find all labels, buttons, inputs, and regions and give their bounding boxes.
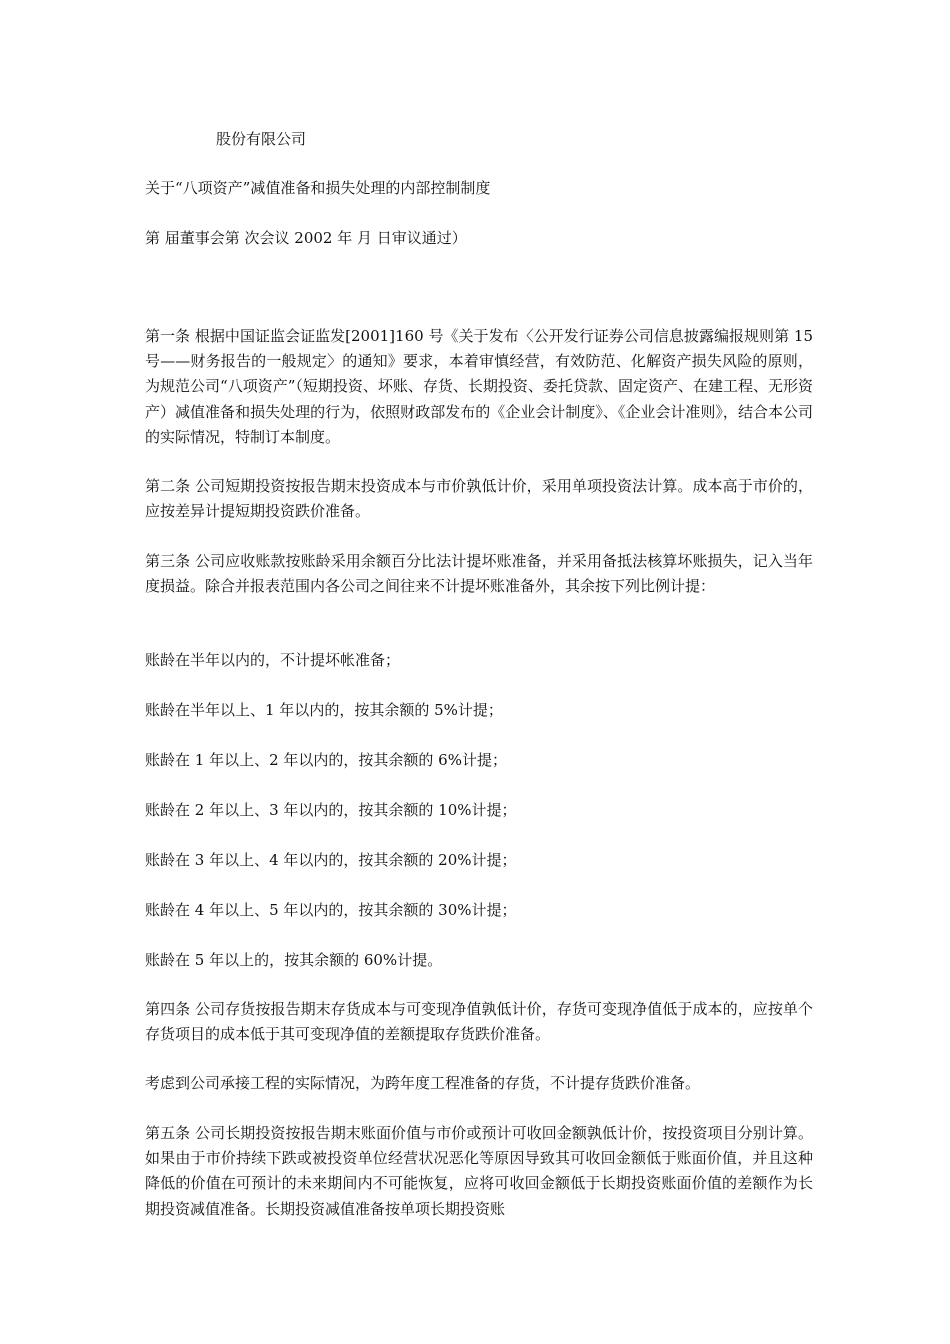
document-title: 关于“八项资产”减值准备和损失处理的内部控制制度 [145, 179, 491, 197]
aging-item: 账龄在 1 年以上、2 年以内的，按其余额的 6%计提； [145, 751, 507, 769]
aging-item: 账龄在半年以内的，不计提坏帐准备； [145, 651, 401, 669]
article-5: 第五条 公司长期投资按报告期末账面价值与市价或预计可收回金额孰低计价，按投资项目分别计算。如果由于市价持续下跌或被投资单位经营状况恶化等原因导致其可收回金额低于账面价值，并且这种降低的价值在可预计的未来期间内不可能恢复，应将可收回金额低于长期投资账面价值的差额作为长期投资减值准备。长期投资减值准备按单项长期投资账 [145, 1124, 813, 1218]
aging-item: 账龄在 2 年以上、3 年以内的，按其余额的 10%计提； [145, 801, 517, 819]
article-4: 第四条 公司存货按报告期末存货成本与可变现净值孰低计价，存货可变现净值低于成本的，应按单个存货项目的成本低于其可变现净值的差额提取存货跌价准备。 [145, 1000, 813, 1044]
article-3: 第三条 公司应收账款按账龄采用余额百分比法计提坏账准备，并采用备抵法核算坏账损失，记入当年度损益。除合并报表范围内各公司之间往来不计提坏账准备外，其余按下列比例计提： [145, 552, 813, 596]
meeting-approval-line: 第 届董事会第 次会议 2002 年 月 日审议通过） [145, 229, 467, 247]
company-name: 股份有限公司 [216, 130, 307, 148]
article-2: 第二条 公司短期投资按报告期末投资成本与市价孰低计价，采用单项投资法计算。成本高于市价的，应按差异计提短期投资跌价准备。 [145, 477, 813, 521]
aging-item: 账龄在 4 年以上、5 年以内的，按其余额的 30%计提； [145, 901, 517, 919]
aging-item: 账龄在半年以上、1 年以内的，按其余额的 5%计提； [145, 701, 503, 719]
aging-item: 账龄在 5 年以上的，按其余额的 60%计提。 [145, 951, 443, 969]
aging-item: 账龄在 3 年以上、4 年以内的，按其余额的 20%计提； [145, 851, 517, 869]
article-4-note: 考虑到公司承接工程的实际情况，为跨年度工程准备的存货，不计提存货跌价准备。 [145, 1074, 701, 1092]
article-1: 第一条 根据中国证监会证监发[2001]160 号《关于发布〈公开发行证券公司信息披露编报规则第 15 号——财务报告的一般规定〉的通知》要求，本着审慎经营，有效防范、化解资产损失风险的原则，为规范公司“八项资产”（短期投资、坏账、存货、长期投资、委托贷款、固定资产、在建工程、无形资产）减值准备和损失处理的行为，依照财政部发布的《企业会计制度》、《企业会计准则》，结合本公司的实际情况，特制订本制度。 [145, 327, 813, 446]
